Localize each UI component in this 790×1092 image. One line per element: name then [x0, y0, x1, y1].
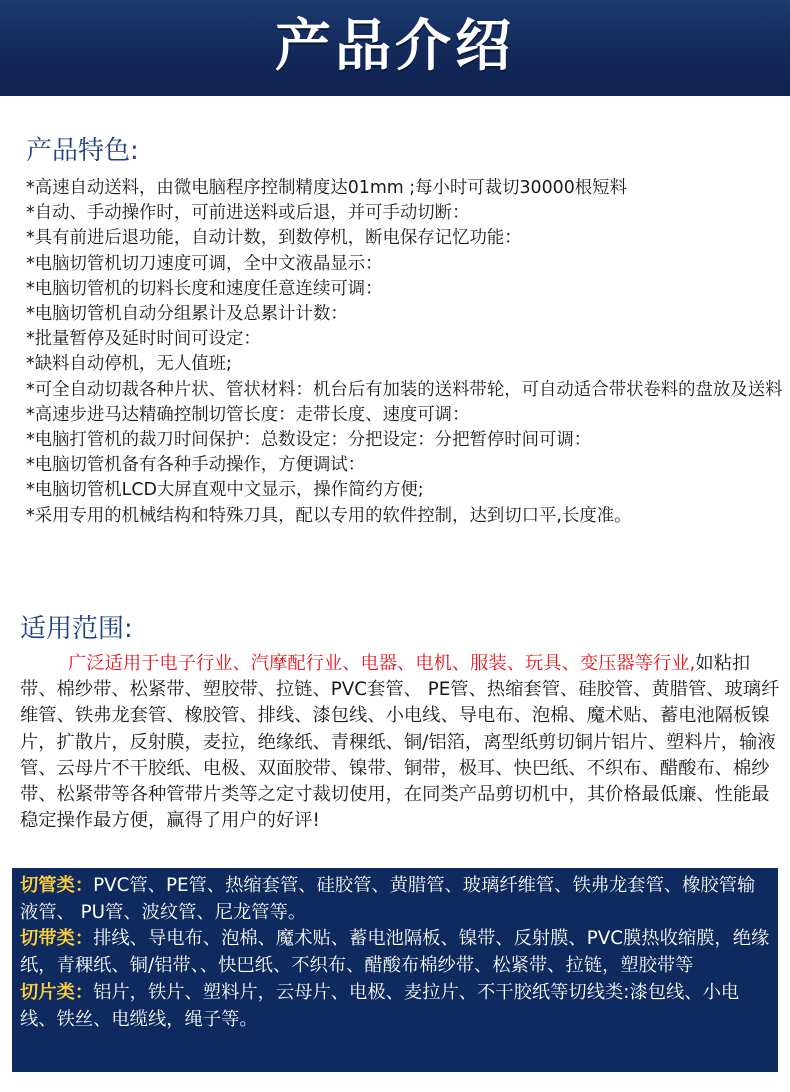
category-text: PVC管、PE管、热缩套管、硅胶管、黄腊管、玻璃纤维管、铁弗龙套管、橡胶管输液管、 PU管、波纹管、尼龙管等。 — [20, 875, 756, 923]
category-label: 切带类： — [20, 928, 94, 950]
feature-item: *具有前进后退功能，自动计数，到数停机，断电保存记忆功能： — [26, 228, 522, 249]
feature-item: *可全自动切裁各种片状、管状材料：机台后有加装的送料带轮，可自动适合带状卷料的盘放及送料 — [26, 379, 783, 400]
feature-item: *电脑打管机的裁刀时间保护：总数设定：分把设定：分把暂停时间可调： — [26, 430, 592, 451]
scope-body: 如粘扣带、棉纱带、松紧带、塑胶带、拉链、PVC套管、 PE管、热缩套管、硅胶管、黄腊管、玻璃纤维管、铁弗龙套管、橡胶管、排线、漆包线、小电线、导电布、泡棉、魔术贴、蓄电池隔板镍片，扩散片，反射膜，麦拉，绝缘纸、青稞纸、铜/铝箔，离型纸剪切铜片铝片、塑料片，输液管、云母片不干胶纸、电极、双面胶带、镍带、铜带，极耳、快巴纸、不织布、醋酸布、棉纱带、松紧带等各种管带片类等之定寸裁切使用，在同类产品剪切机中，其价格最低廉、性能最稳定操作最方便，赢得了用户的好评! — [20, 653, 780, 832]
feature-item: *缺料自动停机，无人值班; — [26, 354, 232, 375]
title-banner — [0, 0, 790, 96]
category-tapes — [20, 926, 770, 979]
feature-item: *电脑切管机的切料长度和速度任意连续可调： — [26, 278, 383, 299]
category-text: 排线、导电布、泡棉、魔术贴、蓄电池隔板、镍带、反射膜、PVC膜热收缩膜，绝缘纸，青稞纸、铜/铝带、、快巴纸、不织布、醋酸布棉纱带、松紧带、拉链，塑胶带等 — [20, 928, 770, 977]
feature-item: *电脑切管机切刀速度可调，全中文液晶显示： — [26, 253, 383, 274]
category-label: 切片类： — [20, 981, 94, 1003]
features-list — [26, 176, 788, 529]
category-panel — [12, 868, 778, 1072]
feature-item: *电脑切管机备有各种手动操作，方便调试： — [26, 455, 366, 476]
feature-item: *批量暂停及延时时间可设定： — [26, 329, 261, 350]
category-sheets — [20, 980, 770, 1033]
feature-item: *自动、手动操作时，可前进送料或后退，并可手动切断： — [26, 203, 470, 224]
scope-paragraph — [20, 651, 782, 834]
feature-item: *采用专用的机械结构和特殊刀具，配以专用的软件控制，达到切口平,长度准。 — [26, 505, 632, 526]
features-heading: 产品特色: — [26, 136, 139, 166]
category-text: 铝片，铁片、塑料片，云母片、电极、麦拉片、不干胶纸等切线类:漆包线、小电线、铁丝、电缆线，绳子等。 — [20, 981, 740, 1030]
scope-highlight: 广泛适用于电子行业、汽摩配行业、电器、电机、服装、玩具、变压器等行业, — [68, 653, 696, 674]
feature-item: *电脑切管机LCD大屏直观中文显示，操作简约方便; — [26, 480, 424, 501]
feature-item: *高速自动送料，由微电脑程序控制精度达01mm ;每小时可裁切30000根短料 — [26, 178, 627, 198]
category-tubes — [20, 873, 770, 926]
feature-item: *高速步进马达精确控制切管长度：走带长度、速度可调： — [26, 404, 470, 425]
page-title: 产品介绍 — [275, 14, 515, 79]
feature-item: *电脑切管机自动分组累计及总累计计数： — [26, 304, 348, 325]
scope-heading: 适用范围: — [20, 614, 133, 644]
category-label: 切管类： — [20, 875, 94, 896]
